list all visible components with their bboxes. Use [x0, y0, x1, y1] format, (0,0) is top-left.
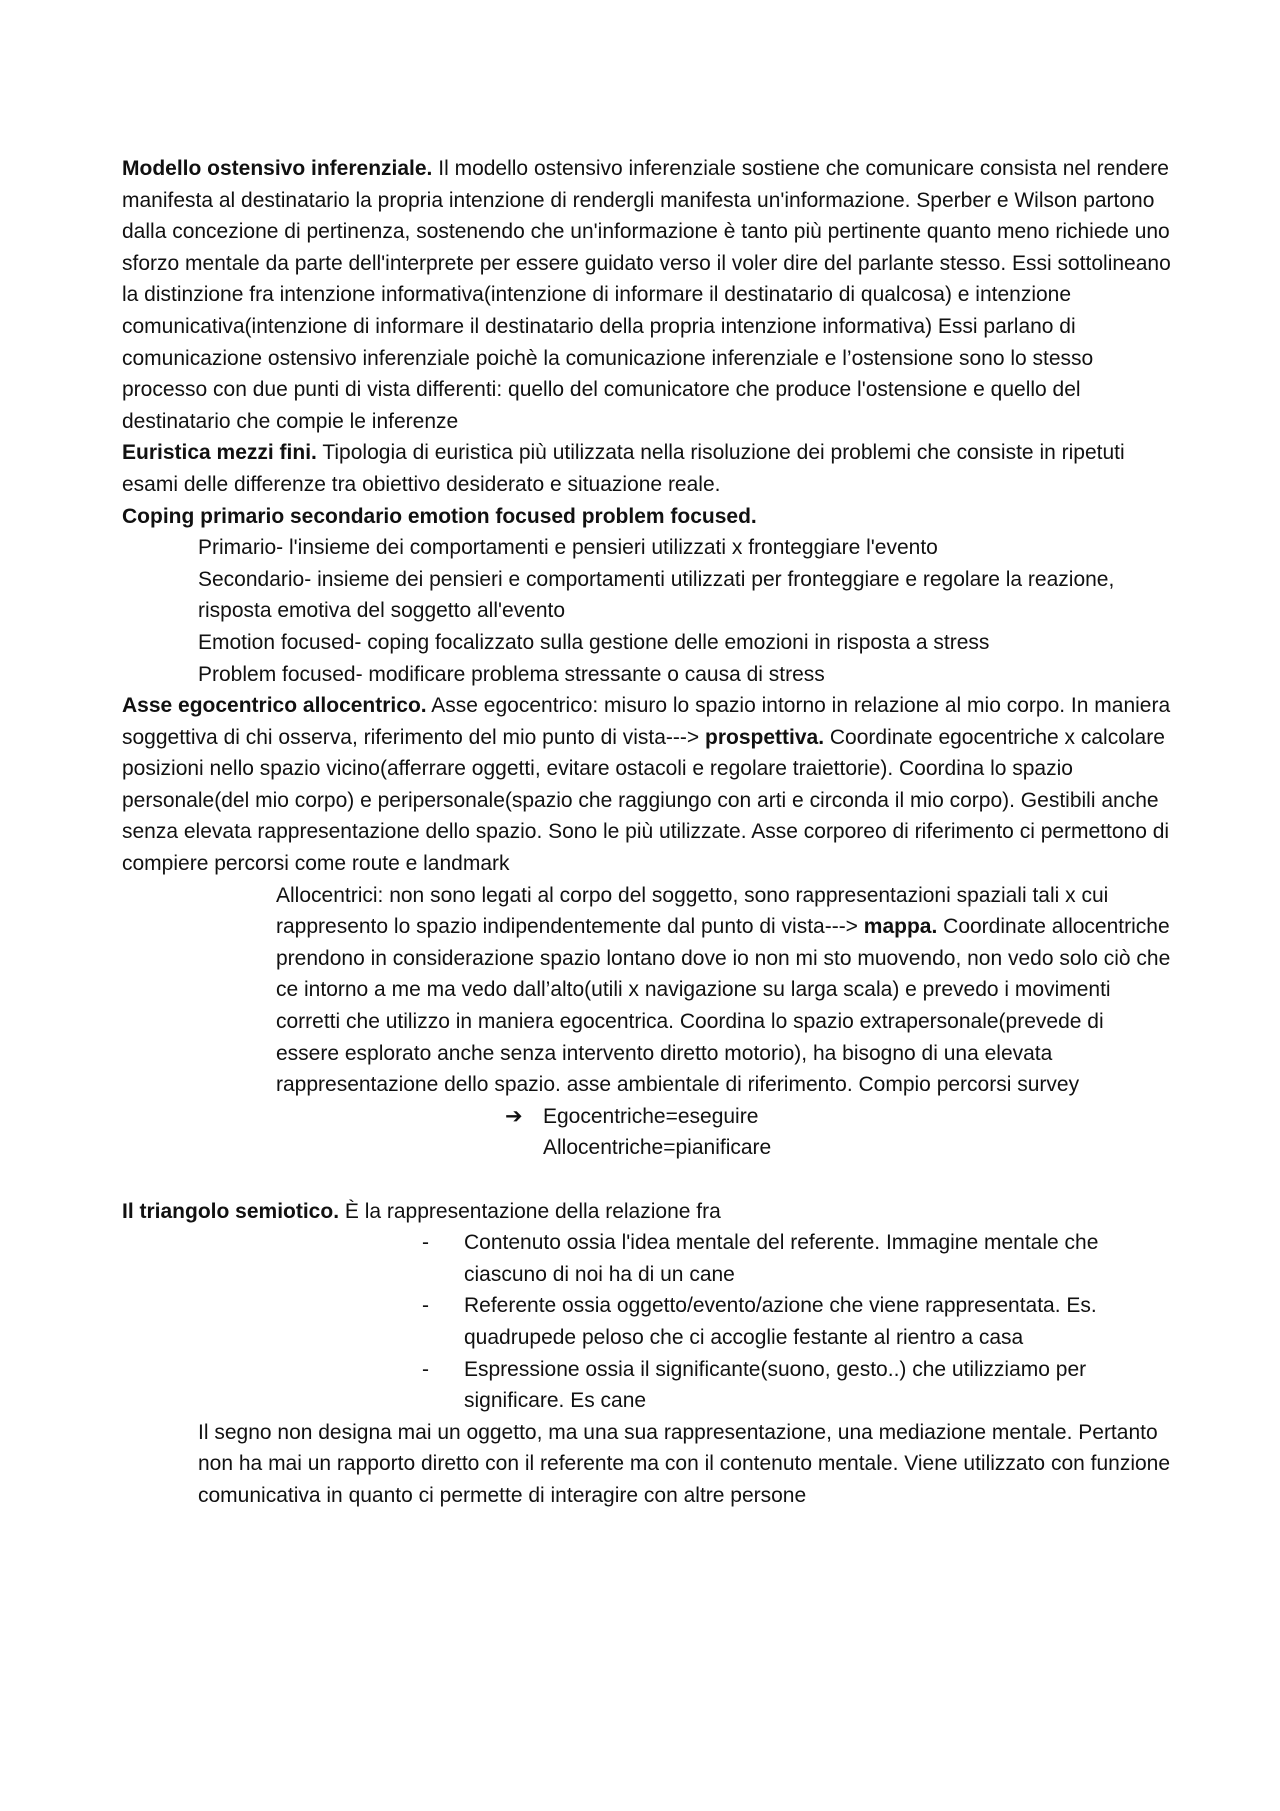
arrow-item: [505, 1101, 1172, 1133]
paragraph-allocentrici: Allocentrici: non sono legati al corpo del soggetto, sono rappresentazioni spaziali tali x cui rappresento lo spazio indipendentemente dal punto di vista---> mappa. Coordinate allocentriche prendono in considerazione spazio lontano dove io non mi sto muovendo, non vedo solo ciò che ce intorno a me ma vedo dall’alto(utili x navigazione su larga scala) e prevedo i movimenti corretti che utilizzo in maniera egocentrica. Coordina lo spazio extrapersonale(prevede di essere esplorato anche senza intervento diretto motorio), ha bisogno di una elevata rappresentazione dello spazio. asse ambientale di riferimento. Compio percorsi survey: [276, 883, 1171, 1097]
list-item: - Contenuto ossia l'idea mentale del referente. Immagine mentale che ciascuno di noi ha di un cane: [422, 1227, 1172, 1290]
term-mappa: mappa.: [863, 915, 938, 939]
dash-bullet-icon: -: [422, 1294, 429, 1318]
dash-bullet-icon: -: [422, 1231, 429, 1255]
list-item: - Espressione ossia il significante(suono, gesto..) che utilizziamo per significare. Es cane: [422, 1354, 1172, 1417]
heading-modello: Modello ostensivo inferenziale.: [122, 157, 433, 180]
coping-item-secondario: Secondario- insieme dei pensieri e comportamenti utilizzati per fronteggiare e regolare la reazione, risposta emotiva del soggetto all'evento: [198, 567, 1115, 623]
coping-item-problem: Problem focused- modificare problema stressante o causa di stress: [198, 662, 825, 686]
paragraph-modello: [122, 153, 1172, 437]
term-prospettiva: prospettiva.: [705, 725, 825, 749]
arrow-list: [505, 1101, 1172, 1164]
heading-coping: Coping primario secondario emotion focused problem focused.: [122, 504, 757, 528]
coping-item-emotion: Emotion focused- coping focalizzato sulla gestione delle emozioni in risposta a stress: [198, 630, 990, 654]
heading-triangolo: Il triangolo semiotico.: [122, 1199, 340, 1223]
paragraph-segno: Il segno non designa mai un oggetto, ma una sua rappresentazione, una mediazione mentale. Pertanto non ha mai un rapporto diretto con il referente ma con il contenuto mentale. Viene utilizzato con funzione comunicativa in quanto ci permette di interagire con altre persone: [198, 1420, 1171, 1507]
dash-list: [422, 1227, 1172, 1417]
blank-line: [122, 1164, 1172, 1196]
paragraph-triangolo: Il triangolo semiotico. È la rappresentazione della relazione fra: [122, 1199, 721, 1223]
arrow-item-text: Egocentriche=eseguire: [543, 1104, 759, 1128]
paragraph-asse: Asse egocentrico allocentrico. Asse egocentrico: misuro lo spazio intorno in relazione al mio corpo. In maniera soggettiva di chi osserva, riferimento del mio punto di vista---> prospettiva. Coordinate egocentriche x calcolare posizioni nello spazio vicino(afferrare oggetti, evitare ostacoli e regolare traiettorie). Coordina lo spazio personale(del mio corpo) e peripersonale(spazio che raggiungo con arti e circonda il mio corpo). Gestibili anche senza elevata rappresentazione dello spazio. Sono le più utilizzate. Asse corporeo di riferimento ci permettono di compiere percorsi come route e landmark: [122, 694, 1171, 876]
heading-asse: Asse egocentrico allocentrico.: [122, 694, 427, 718]
document-body: [122, 153, 1172, 1512]
paragraph-euristica: [122, 437, 1172, 500]
dash-bullet-icon: -: [422, 1357, 429, 1381]
arrow-item-continuation: [505, 1132, 1172, 1164]
arrow-icon: ➔: [505, 1104, 523, 1128]
heading-euristica: Euristica mezzi fini.: [122, 441, 317, 465]
text-modello: Il modello ostensivo inferenziale sostiene che comunicare consista nel rendere manifesta al destinatario la propria intenzione di rendergli manifesta un'informazione. Sperber e Wilson partono dalla concezione di pertinenza, sostenendo che un'informazione è tanto più pertinente quanto meno richiede uno sforzo mentale da parte dell'interprete per essere guidato verso il voler dire del parlante stesso. Essi sottolineano la distinzione fra intenzione informativa(intenzione di informare il destinatario di qualcosa) e intenzione comunicativa(intenzione di informare il destinatario della propria intenzione informativa) Essi parlano di comunicazione ostensivo inferenziale poichè la comunicazione inferenziale e l’ostensione sono lo stesso processo con due punti di vista differenti: quello del comunicatore che produce l'ostensione e quello del destinatario che compie le inferenze: [122, 157, 1171, 433]
coping-item-primario: Primario- l'insieme dei comportamenti e pensieri utilizzati x fronteggiare l'evento: [198, 536, 938, 560]
arrow-item-text: Allocentriche=pianificare: [543, 1136, 772, 1160]
list-item: - Referente ossia oggetto/evento/azione che viene rappresentata. Es. quadrupede peloso che ci accoglie festante al rientro a casa: [422, 1290, 1172, 1353]
text-euristica: Tipologia di euristica più utilizzata nella risoluzione dei problemi che consiste in ripetuti esami delle differenze tra obiettivo desiderato e situazione reale.: [122, 441, 1125, 496]
